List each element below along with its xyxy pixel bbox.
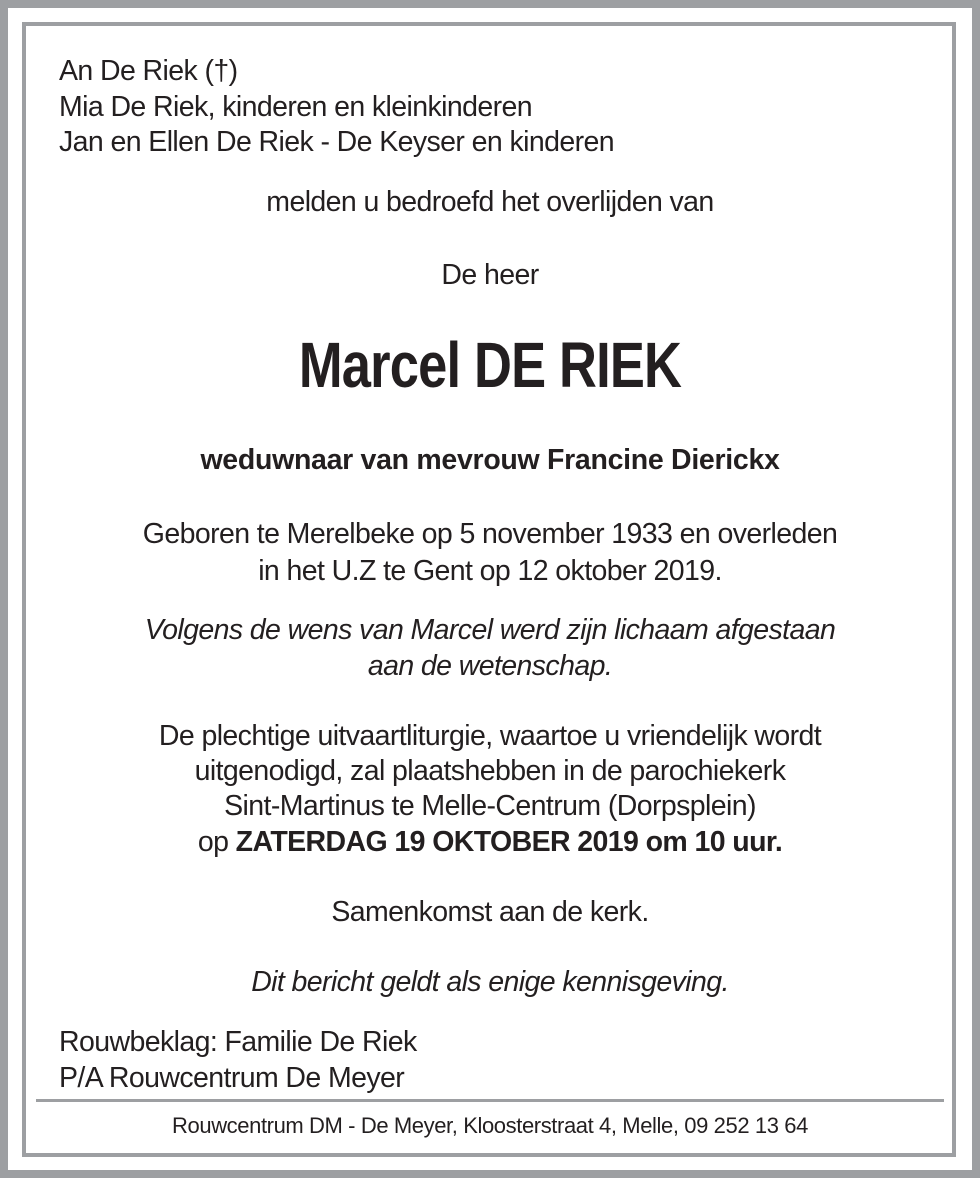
family-line-2: Mia De Riek, kinderen en kleinkinderen: [59, 91, 533, 123]
family-line-1: An De Riek (†): [59, 55, 238, 87]
gathering: Samenkomst aan de kerk.: [331, 896, 649, 928]
body-donation-line-1: Volgens de wens van Marcel werd zijn lichaam afgestaan: [144, 614, 836, 646]
birth-death-line-2: in het U.Z te Gent op 12 oktober 2019.: [258, 555, 722, 587]
funeral-date: ZATERDAG 19 OKTOBER 2019 om 10 uur.: [235, 826, 783, 858]
footer-funeral-home: Rouwcentrum DM - De Meyer, Kloosterstraat 4, Melle, 09 252 13 64: [172, 1113, 808, 1138]
funeral-date-prefix: op: [197, 826, 236, 858]
condolences-line-1: Rouwbeklag: Familie De Riek: [59, 1026, 417, 1058]
body-donation-line-2: aan de wetenschap.: [367, 650, 613, 682]
family-line-3: Jan en Ellen De Riek - De Keyser en kinderen: [59, 126, 614, 158]
divider: [36, 1099, 944, 1102]
title-prefix: De heer: [441, 259, 539, 291]
funeral-line-1: De plechtige uitvaartliturgie, waartoe u vriendelijk wordt: [158, 720, 822, 752]
funeral-line-2: uitgenodigd, zal plaatshebben in de parochiekerk: [194, 755, 786, 787]
condolences-line-2: P/A Rouwcentrum De Meyer: [59, 1062, 405, 1094]
deceased-name: Marcel DE RIEK: [298, 329, 682, 401]
funeral-line-3: Sint-Martinus te Melle-Centrum (Dorpsplein): [224, 790, 756, 822]
announcement: melden u bedroefd het overlijden van: [266, 186, 714, 218]
birth-death-line-1: Geboren te Merelbeke op 5 november 1933 en overleden: [142, 518, 838, 550]
funeral-date-line: [0, 824, 980, 860]
notice: Dit bericht geldt als enige kennisgeving.: [251, 966, 729, 998]
widower-line: weduwnaar van mevrouw Francine Dierickx: [200, 444, 780, 476]
